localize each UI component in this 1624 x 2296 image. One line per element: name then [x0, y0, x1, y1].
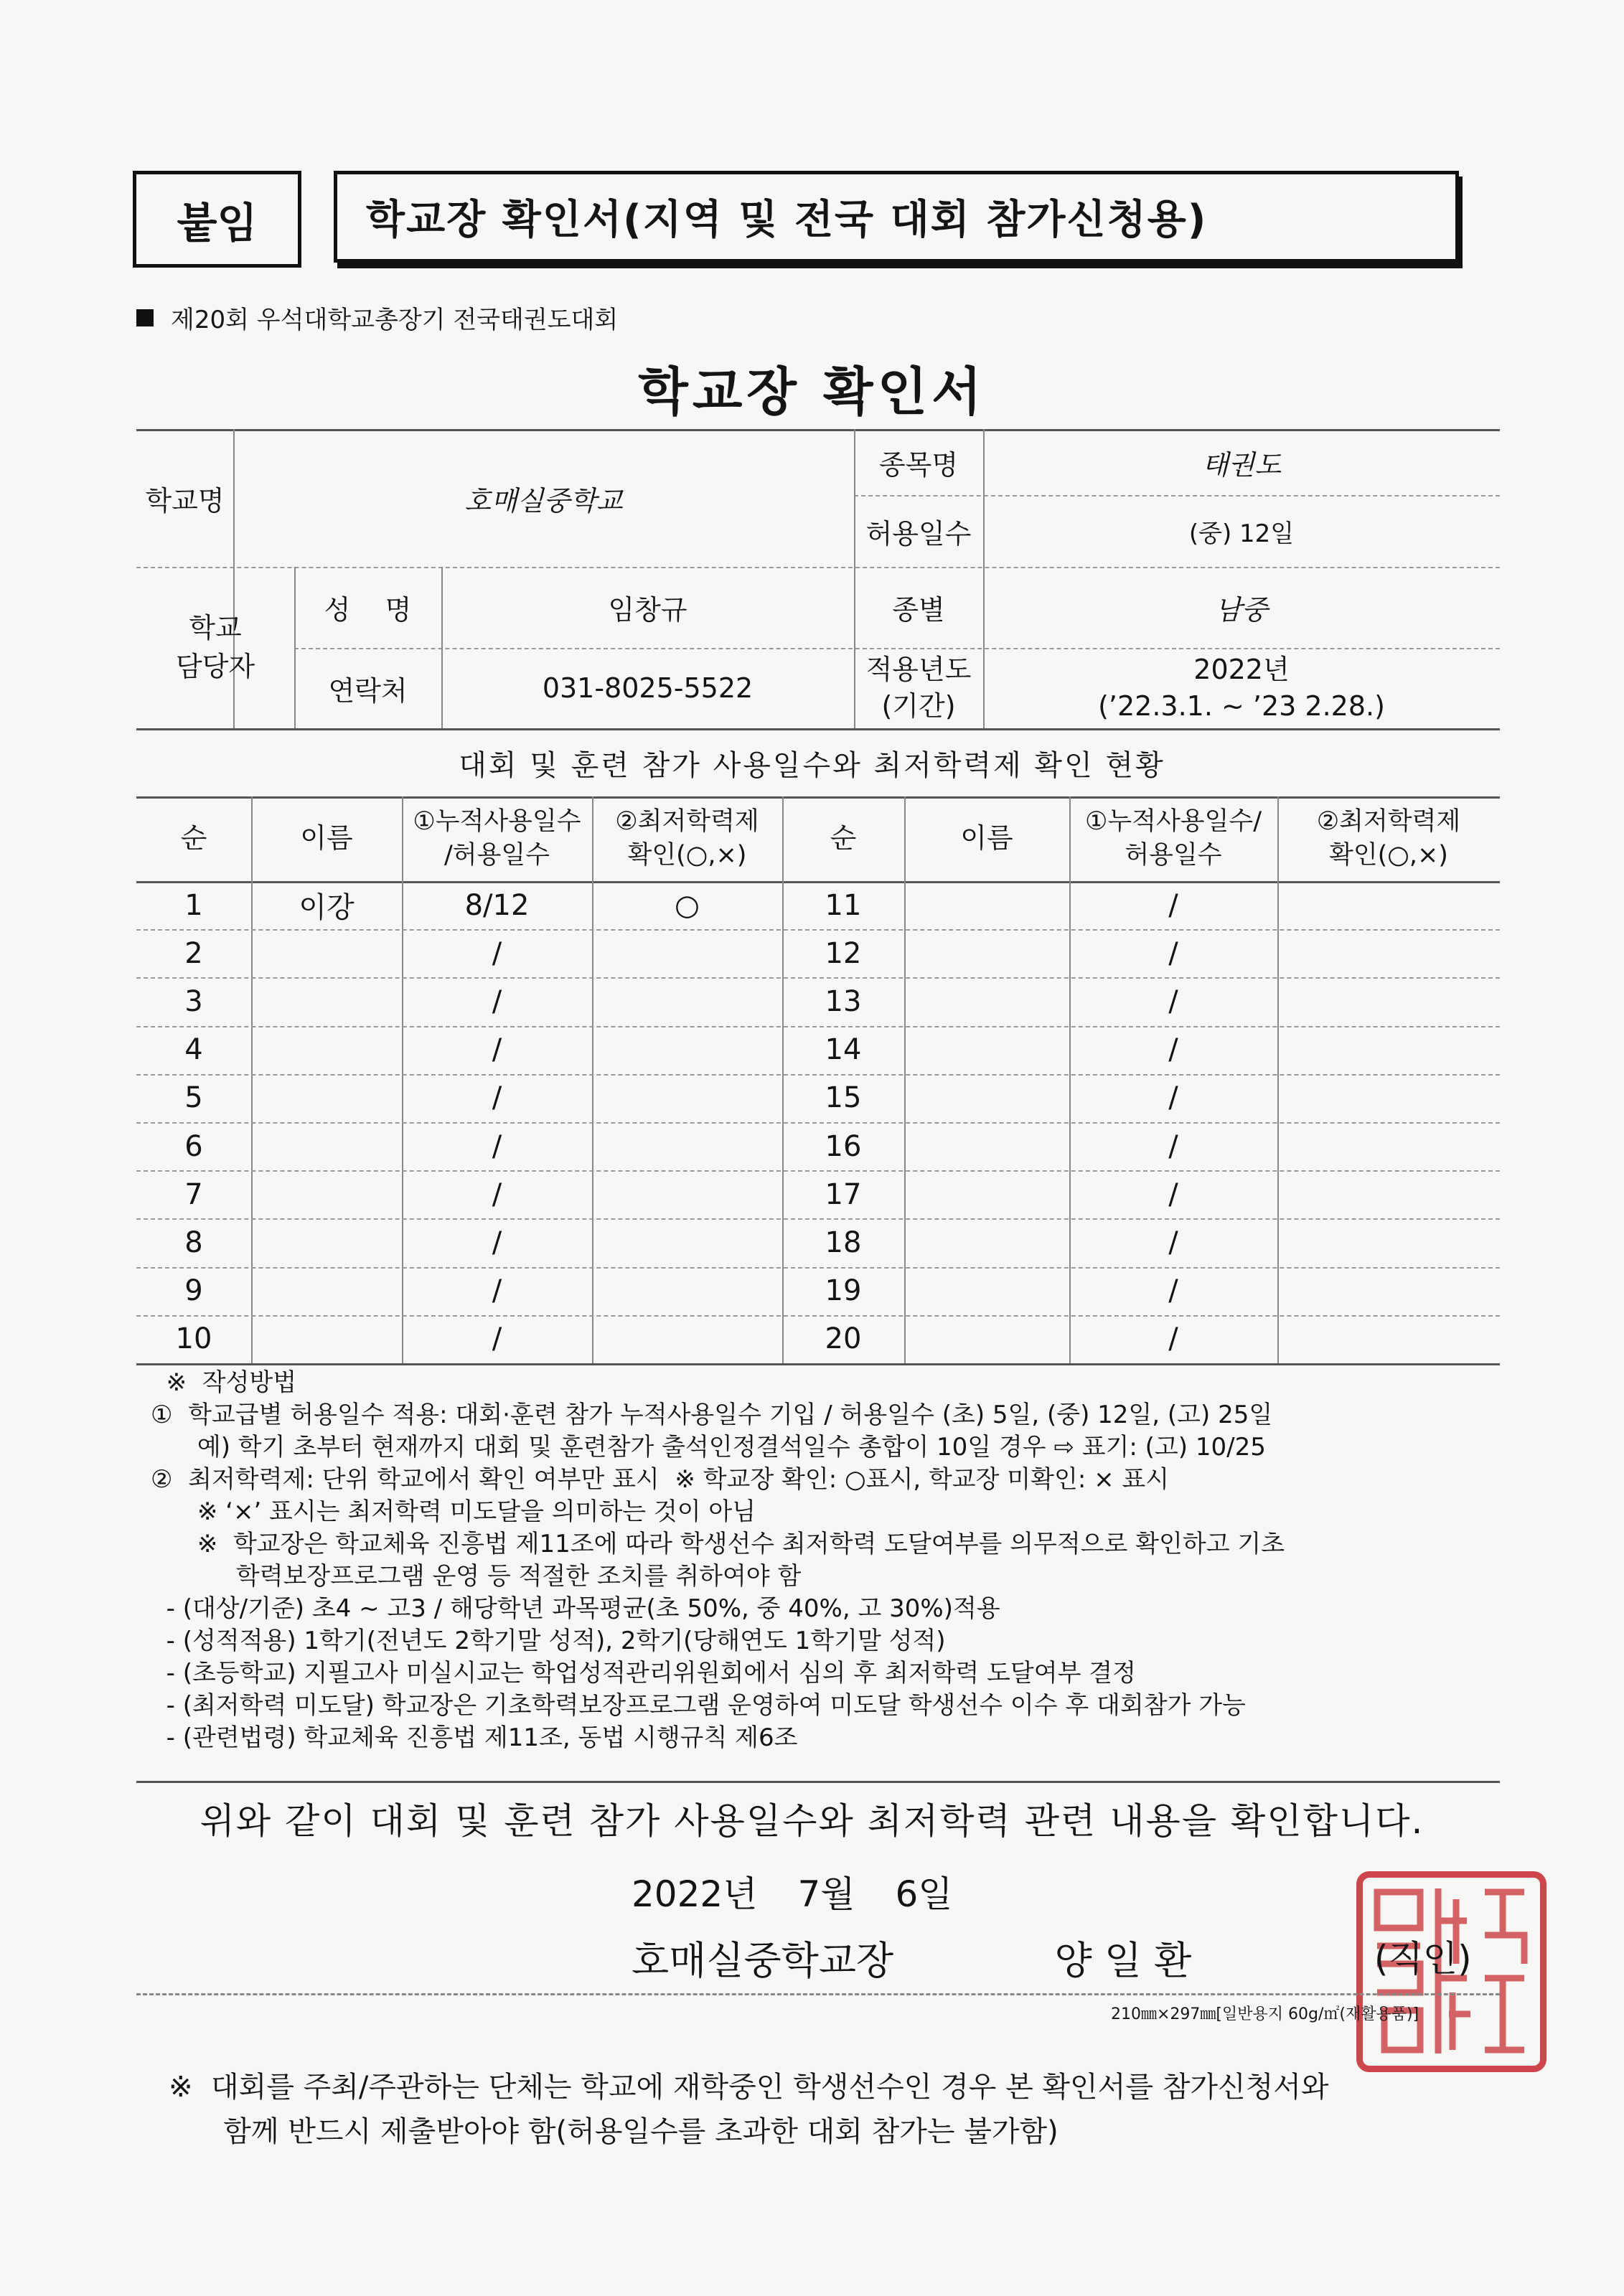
contact-name-label: 성 명 — [324, 594, 412, 626]
roster-left-min-cell — [592, 1218, 782, 1266]
roster-left-no-cell: 4 — [184, 1033, 203, 1067]
seal-label: (직인) — [1374, 1938, 1472, 1980]
square-bullet-icon — [136, 309, 154, 326]
footer-note-line1: ※ 대회를 주최/주관하는 단체는 학교에 재학중인 학생선수인 경우 본 확인서를 참가신청서와 — [169, 2071, 1329, 2104]
note-line: - (최저학력 미도달) 학교장은 기초학력보장프로그램 운영하여 미도달 학생선수 이수 후 대회참가 가능 — [151, 1691, 1246, 1720]
roster-right-name-cell — [904, 1267, 1069, 1315]
roster-right-days-cell: / — [1168, 888, 1178, 922]
roster-right-name-cell — [904, 1122, 1069, 1170]
roster-right-no-cell: 19 — [825, 1274, 862, 1308]
col-header-min-right-l1: ②최저학력제 — [1316, 806, 1461, 836]
col-header-days-right-l2: 허용일수 — [1125, 841, 1222, 870]
sport-label: 종목명 — [878, 448, 959, 481]
roster-left-no-cell: 1 — [184, 888, 203, 922]
roster-left-days-cell: / — [492, 1129, 502, 1163]
roster-right-min-cell — [1277, 1122, 1500, 1170]
roster-right-no-cell: 17 — [825, 1177, 862, 1211]
note-line: ① 학교급별 허용일수 적용: 대회·훈련 참가 누적사용일수 기입 / 허용일수 (초) 5일, (중) 12일, (고) 25일 — [151, 1401, 1273, 1429]
note-line: - (초등학교) 지필고사 미실시교는 학업성적관리위원회에서 심의 후 최저학력 도달여부 결정 — [151, 1659, 1136, 1688]
paper-spec: 210㎜×297㎜[일반용지 60g/㎡(재활용품)] — [1111, 2005, 1419, 2023]
note-line: ② 최저학력제: 단위 학교에서 확인 여부만 표시 ※ 학교장 확인: ○표시, 학교장 미확인: × 표시 — [151, 1465, 1170, 1494]
roster-left-days-cell: / — [492, 1322, 502, 1356]
roster-right-name-cell — [904, 1170, 1069, 1218]
footer-note-line2: 함께 반드시 제출받아야 함(허용일수를 초과한 대회 참가는 불가함) — [169, 2115, 1059, 2148]
note-line: - (성적적용) 1학기(전년도 2학기말 성적), 2학기(당해연도 1학기말 성적) — [151, 1627, 946, 1655]
note-line: ※ ‘×’ 표시는 최저학력 미도달을 의미하는 것이 아님 — [151, 1497, 756, 1526]
roster-left-min-cell — [592, 1074, 782, 1122]
period-label — [854, 648, 983, 728]
period-year: 2022년 — [1193, 653, 1290, 685]
note-line: ※ 학교장은 학교체육 진흥법 제11조에 따라 학생선수 최저학력 도달여부를 의무적으로 확인하고 기초 — [151, 1530, 1285, 1558]
roster-left-no-cell: 2 — [184, 936, 203, 970]
roster-left-name-cell — [251, 977, 402, 1025]
col-header-no-right: 순 — [830, 822, 857, 855]
roster-right-days-cell: / — [1168, 1129, 1178, 1163]
roster-left-min-cell — [592, 1267, 782, 1315]
note-line: 예) 학기 초부터 현재까지 대회 및 훈련참가 출석인정결석일수 총합이 10일 경우 ⇨ 표기: (고) 10/25 — [151, 1433, 1266, 1462]
col-header-min-left-l1: ②최저학력제 — [615, 806, 759, 836]
form-title-box — [334, 171, 1459, 263]
instructions-heading: ※ 작성방법 — [151, 1368, 297, 1397]
roster-right-days-cell: / — [1168, 1274, 1178, 1308]
roster-left-days-cell: / — [492, 984, 502, 1018]
roster-left-days-cell: / — [492, 1081, 502, 1115]
roster-left-name-cell — [251, 1170, 402, 1218]
principal-name: 양 일 환 — [1054, 1938, 1192, 1983]
date-year: 2022년 — [632, 1873, 758, 1915]
roster-right-name-cell — [904, 1026, 1069, 1074]
roster-right-days-cell: / — [1168, 936, 1178, 970]
date-month: 7월 — [797, 1873, 855, 1915]
roster-right-name-cell — [904, 881, 1069, 929]
roster-left-name-cell — [251, 1267, 402, 1315]
roster-left-no-cell: 7 — [184, 1177, 203, 1211]
roster-right-min-cell — [1277, 929, 1500, 977]
col-header-days-left-l2: /허용일수 — [443, 841, 550, 870]
roster-right-name-cell — [904, 1074, 1069, 1122]
roster-right-min-cell — [1277, 977, 1500, 1025]
col-header-min-left — [592, 796, 782, 881]
signature-line — [632, 1930, 1191, 1985]
roster-left-no-cell: 3 — [184, 984, 203, 1018]
category-value: 남중 — [1215, 594, 1268, 626]
roster-right-min-cell — [1277, 1170, 1500, 1218]
roster-right-min-cell — [1277, 1267, 1500, 1315]
note-line: 학력보장프로그램 운영 등 적절한 조치를 취하여야 함 — [151, 1562, 802, 1591]
roster-left-name-cell — [251, 1026, 402, 1074]
roster-right-min-cell — [1277, 1026, 1500, 1074]
roster-left-min-cell — [592, 1315, 782, 1363]
roster-right-no-cell: 15 — [825, 1081, 862, 1115]
school-name-label: 학교명 — [145, 484, 225, 517]
roster-left-no-cell: 6 — [184, 1129, 203, 1163]
roster-right-no-cell: 18 — [825, 1225, 862, 1259]
roster-right-days-cell: / — [1168, 1225, 1178, 1259]
col-header-days-left — [402, 796, 592, 881]
attachment-tag-label: 붙임 — [177, 198, 258, 248]
roster-right-days-cell: / — [1168, 1177, 1178, 1211]
roster-right-no-cell: 20 — [825, 1322, 862, 1356]
roster-left-min-cell — [592, 1170, 782, 1218]
footer-note — [169, 2065, 1532, 2154]
event-line — [136, 300, 618, 335]
roster-right-no-cell: 13 — [825, 984, 862, 1018]
roster-right-min-cell — [1277, 1315, 1500, 1363]
roster-left-days-cell: 8/12 — [464, 888, 530, 922]
roster-right-min-cell — [1277, 1074, 1500, 1122]
attachment-tag — [133, 171, 301, 268]
phone-label: 연락처 — [328, 674, 408, 707]
roster-left-days-cell: / — [492, 936, 502, 970]
roster-left-name-cell — [251, 1122, 402, 1170]
notes-divider — [136, 1781, 1500, 1783]
roster-left-min-cell — [592, 977, 782, 1025]
roster-left-name-cell — [251, 1218, 402, 1266]
principal-title: 호매실중학교장 — [632, 1938, 894, 1983]
manager-label — [136, 567, 294, 728]
event-name: 제20회 우석대학교총장기 전국태권도대회 — [171, 306, 619, 334]
roster-right-name-cell — [904, 929, 1069, 977]
allowed-days-label: 허용일수 — [865, 517, 972, 550]
roster-left-min-cell: ○ — [675, 888, 700, 922]
roster-right-no-cell: 12 — [825, 936, 862, 970]
col-header-min-right-l2: 확인(○,×) — [1329, 841, 1448, 870]
roster-right-min-cell — [1277, 1218, 1500, 1266]
roster-right-no-cell: 14 — [825, 1033, 862, 1067]
note-line: - (관련법령) 학교체육 진흥법 제11조, 동법 시행규칙 제6조 — [151, 1723, 798, 1752]
roster-left-name-cell — [251, 1315, 402, 1363]
roster-right-days-cell: / — [1168, 984, 1178, 1018]
col-header-name-right: 이름 — [960, 822, 1013, 855]
date-day: 6일 — [895, 1873, 953, 1915]
roster-right-days-cell: / — [1168, 1081, 1178, 1115]
roster-left-name-cell: 이강 — [299, 891, 355, 925]
col-header-days-right-l1: ①누적사용일수/ — [1084, 806, 1262, 836]
period-label-line1: 적용년도 — [865, 653, 972, 685]
roster-right-name-cell — [904, 1315, 1069, 1363]
roster-left-days-cell: / — [492, 1274, 502, 1308]
phone-value: 031-8025-5522 — [542, 672, 754, 704]
allowed-days-value: (중) 12일 — [1188, 519, 1295, 548]
roster-left-days-cell: / — [492, 1177, 502, 1211]
confirmation-statement: 위와 같이 대회 및 훈련 참가 사용일수와 최저학력 관련 내용을 확인합니다. — [200, 1800, 1424, 1842]
roster-left-no-cell: 5 — [184, 1081, 203, 1115]
roster-left-no-cell: 9 — [184, 1274, 203, 1308]
roster-right-name-cell — [904, 977, 1069, 1025]
col-header-days-left-l1: ①누적사용일수 — [413, 806, 581, 836]
category-label: 종별 — [892, 594, 945, 626]
document-title: 학교장 확인서 — [638, 362, 986, 422]
roster-left-name-cell — [251, 929, 402, 977]
school-name-value: 호매실중학교 — [464, 484, 623, 517]
roster-left-no-cell: 10 — [175, 1322, 212, 1356]
roster-right-days-cell: / — [1168, 1322, 1178, 1356]
manager-label-line1: 학교 — [189, 612, 242, 644]
roster-left-min-cell — [592, 1122, 782, 1170]
col-header-no-left: 순 — [180, 822, 207, 855]
period-label-line2: (기간) — [881, 690, 956, 722]
signature-divider — [136, 1993, 1500, 1995]
roster-right-days-cell: / — [1168, 1033, 1178, 1067]
roster-left-days-cell: / — [492, 1033, 502, 1067]
note-line: - (대상/기준) 초4 ~ 고3 / 해당학년 과목평균(초 50%, 중 40%, 고 30%)적용 — [151, 1594, 1000, 1623]
col-header-min-left-l2: 확인(○,×) — [627, 841, 747, 870]
col-header-min-right — [1277, 796, 1500, 881]
period-value — [983, 648, 1500, 728]
sign-date — [632, 1866, 953, 1917]
roster-right-no-cell: 11 — [825, 888, 862, 922]
period-range: (’22.3.1. ~ ’23 2.28.) — [1098, 690, 1385, 722]
instructions — [151, 1367, 1514, 1754]
roster-right-min-cell — [1277, 881, 1500, 929]
roster-right-name-cell — [904, 1218, 1069, 1266]
manager-label-line2: 담당자 — [175, 650, 255, 682]
roster-left-min-cell — [592, 1026, 782, 1074]
status-section-title: 대회 및 훈련 참가 사용일수와 최저학력제 확인 현황 — [459, 749, 1165, 782]
col-header-name-left: 이름 — [300, 822, 353, 855]
sport-value: 태권도 — [1201, 448, 1282, 481]
roster-left-name-cell — [251, 1074, 402, 1122]
roster-right-no-cell: 16 — [825, 1129, 862, 1163]
form-title: 학교장 확인서(지역 및 전국 대회 참가신청용) — [366, 197, 1208, 243]
roster-left-min-cell — [592, 929, 782, 977]
roster-left-no-cell: 8 — [184, 1225, 203, 1259]
contact-name-value: 임창규 — [608, 594, 687, 626]
roster-left-days-cell: / — [492, 1225, 502, 1259]
col-header-days-right — [1069, 796, 1277, 881]
